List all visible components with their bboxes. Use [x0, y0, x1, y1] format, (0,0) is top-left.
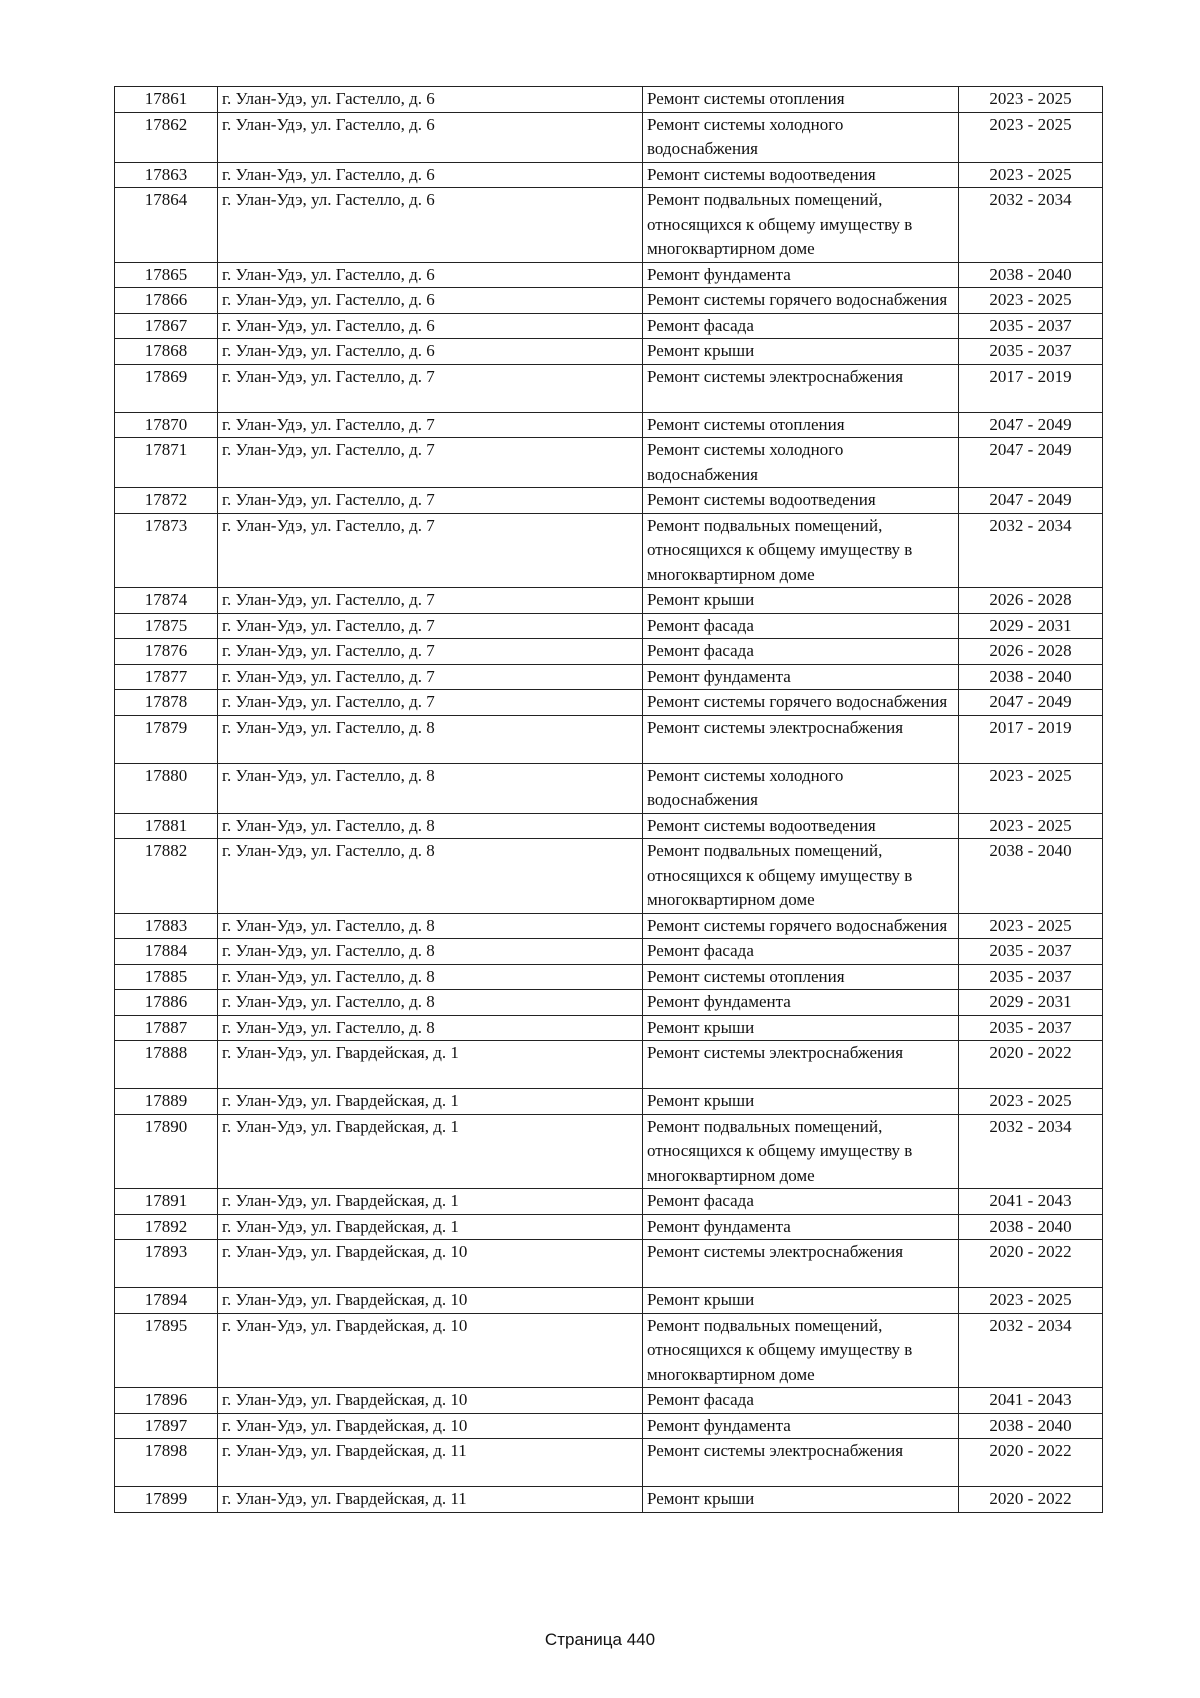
- row-number: 17892: [115, 1214, 218, 1240]
- row-address: г. Улан-Удэ, ул. Гастелло, д. 8: [218, 715, 643, 763]
- row-period: 2023 - 2025: [959, 87, 1103, 113]
- row-period: 2023 - 2025: [959, 813, 1103, 839]
- row-address: г. Улан-Удэ, ул. Гастелло, д. 7: [218, 690, 643, 716]
- row-number: 17896: [115, 1388, 218, 1414]
- row-address: г. Улан-Удэ, ул. Гастелло, д. 7: [218, 364, 643, 412]
- table-row: [115, 87, 1103, 113]
- row-work-type: Ремонт фасада: [643, 639, 959, 665]
- row-period: 2020 - 2022: [959, 1487, 1103, 1513]
- row-work-type: Ремонт системы водоотведения: [643, 488, 959, 514]
- row-work-type: Ремонт подвальных помещений, относящихся к общему имуществу в многоквартирном доме: [643, 1313, 959, 1388]
- row-address: г. Улан-Удэ, ул. Гастелло, д. 6: [218, 112, 643, 162]
- row-address: г. Улан-Удэ, ул. Гастелло, д. 8: [218, 939, 643, 965]
- row-number: 17891: [115, 1189, 218, 1215]
- row-period: 2029 - 2031: [959, 613, 1103, 639]
- row-period: 2023 - 2025: [959, 763, 1103, 813]
- row-number: 17869: [115, 364, 218, 412]
- row-address: г. Улан-Удэ, ул. Гастелло, д. 6: [218, 288, 643, 314]
- row-address: г. Улан-Удэ, ул. Гвардейская, д. 10: [218, 1313, 643, 1388]
- table-row: [115, 1214, 1103, 1240]
- table-row: [115, 513, 1103, 588]
- row-number: 17882: [115, 839, 218, 914]
- row-number: 17885: [115, 964, 218, 990]
- row-period: 2020 - 2022: [959, 1439, 1103, 1487]
- row-number: 17876: [115, 639, 218, 665]
- row-address: г. Улан-Удэ, ул. Гастелло, д. 6: [218, 339, 643, 365]
- table-row: [115, 438, 1103, 488]
- table-row: [115, 1089, 1103, 1115]
- row-number: 17878: [115, 690, 218, 716]
- row-work-type: Ремонт системы водоотведения: [643, 162, 959, 188]
- table-row: [115, 1413, 1103, 1439]
- row-period: 2047 - 2049: [959, 488, 1103, 514]
- row-number: 17877: [115, 664, 218, 690]
- row-work-type: Ремонт фасада: [643, 939, 959, 965]
- table-row: [115, 690, 1103, 716]
- row-number: 17863: [115, 162, 218, 188]
- table-row: [115, 1388, 1103, 1414]
- row-address: г. Улан-Удэ, ул. Гастелло, д. 7: [218, 412, 643, 438]
- row-period: 2047 - 2049: [959, 690, 1103, 716]
- row-period: 2035 - 2037: [959, 964, 1103, 990]
- row-period: 2032 - 2034: [959, 513, 1103, 588]
- row-address: г. Улан-Удэ, ул. Гвардейская, д. 11: [218, 1439, 643, 1487]
- table-row: [115, 1015, 1103, 1041]
- row-work-type: Ремонт подвальных помещений, относящихся к общему имуществу в многоквартирном доме: [643, 839, 959, 914]
- row-period: 2035 - 2037: [959, 313, 1103, 339]
- row-address: г. Улан-Удэ, ул. Гвардейская, д. 10: [218, 1240, 643, 1288]
- row-address: г. Улан-Удэ, ул. Гастелло, д. 7: [218, 513, 643, 588]
- row-work-type: Ремонт крыши: [643, 1015, 959, 1041]
- row-work-type: Ремонт фасада: [643, 1189, 959, 1215]
- row-address: г. Улан-Удэ, ул. Гастелло, д. 7: [218, 438, 643, 488]
- row-work-type: Ремонт крыши: [643, 339, 959, 365]
- row-number: 17864: [115, 188, 218, 263]
- row-period: 2032 - 2034: [959, 188, 1103, 263]
- row-work-type: Ремонт системы холодного водоснабжения: [643, 763, 959, 813]
- row-period: 2038 - 2040: [959, 262, 1103, 288]
- row-period: 2023 - 2025: [959, 288, 1103, 314]
- table-row: [115, 488, 1103, 514]
- table-row: [115, 664, 1103, 690]
- row-address: г. Улан-Удэ, ул. Гастелло, д. 8: [218, 964, 643, 990]
- row-work-type: Ремонт системы горячего водоснабжения: [643, 913, 959, 939]
- row-number: 17870: [115, 412, 218, 438]
- row-number: 17867: [115, 313, 218, 339]
- row-number: 17889: [115, 1089, 218, 1115]
- row-address: г. Улан-Удэ, ул. Гвардейская, д. 1: [218, 1041, 643, 1089]
- row-address: г. Улан-Удэ, ул. Гастелло, д. 7: [218, 588, 643, 614]
- row-period: 2038 - 2040: [959, 1214, 1103, 1240]
- table-row: [115, 1288, 1103, 1314]
- row-address: г. Улан-Удэ, ул. Гастелло, д. 8: [218, 763, 643, 813]
- row-period: 2035 - 2037: [959, 939, 1103, 965]
- row-address: г. Улан-Удэ, ул. Гастелло, д. 7: [218, 488, 643, 514]
- table-row: [115, 1313, 1103, 1388]
- row-work-type: Ремонт системы холодного водоснабжения: [643, 112, 959, 162]
- row-work-type: Ремонт системы электроснабжения: [643, 1439, 959, 1487]
- row-number: 17890: [115, 1114, 218, 1189]
- table-row: [115, 188, 1103, 263]
- row-address: г. Улан-Удэ, ул. Гастелло, д. 7: [218, 613, 643, 639]
- row-period: 2041 - 2043: [959, 1388, 1103, 1414]
- row-period: 2017 - 2019: [959, 715, 1103, 763]
- table-row: [115, 364, 1103, 412]
- table-row: [115, 162, 1103, 188]
- row-work-type: Ремонт фасада: [643, 313, 959, 339]
- table-body: [115, 87, 1103, 1513]
- table-row: [115, 339, 1103, 365]
- table-row: [115, 112, 1103, 162]
- row-period: 2023 - 2025: [959, 1288, 1103, 1314]
- row-period: 2023 - 2025: [959, 1089, 1103, 1115]
- row-address: г. Улан-Удэ, ул. Гвардейская, д. 1: [218, 1189, 643, 1215]
- table-row: [115, 262, 1103, 288]
- row-period: 2032 - 2034: [959, 1313, 1103, 1388]
- row-period: 2023 - 2025: [959, 112, 1103, 162]
- row-number: 17897: [115, 1413, 218, 1439]
- row-number: 17862: [115, 112, 218, 162]
- row-work-type: Ремонт системы горячего водоснабжения: [643, 288, 959, 314]
- row-address: г. Улан-Удэ, ул. Гвардейская, д. 10: [218, 1288, 643, 1314]
- row-work-type: Ремонт крыши: [643, 588, 959, 614]
- row-work-type: Ремонт крыши: [643, 1288, 959, 1314]
- row-address: г. Улан-Удэ, ул. Гвардейская, д. 10: [218, 1388, 643, 1414]
- table-row: [115, 1487, 1103, 1513]
- table-row: [115, 1114, 1103, 1189]
- table-row: [115, 588, 1103, 614]
- table-row: [115, 1189, 1103, 1215]
- page-number: Страница 440: [544, 1630, 656, 1649]
- table-row: [115, 1439, 1103, 1487]
- table-row: [115, 313, 1103, 339]
- row-period: 2035 - 2037: [959, 339, 1103, 365]
- table-row: [115, 288, 1103, 314]
- row-work-type: Ремонт фундамента: [643, 990, 959, 1016]
- row-number: 17872: [115, 488, 218, 514]
- table-row: [115, 1240, 1103, 1288]
- row-work-type: Ремонт системы отопления: [643, 87, 959, 113]
- row-work-type: Ремонт крыши: [643, 1089, 959, 1115]
- table-row: [115, 412, 1103, 438]
- row-number: 17884: [115, 939, 218, 965]
- row-period: 2020 - 2022: [959, 1240, 1103, 1288]
- row-work-type: Ремонт фундамента: [643, 262, 959, 288]
- row-number: 17879: [115, 715, 218, 763]
- row-work-type: Ремонт фасада: [643, 1388, 959, 1414]
- row-number: 17898: [115, 1439, 218, 1487]
- row-number: 17880: [115, 763, 218, 813]
- row-number: 17873: [115, 513, 218, 588]
- row-number: 17881: [115, 813, 218, 839]
- row-work-type: Ремонт системы электроснабжения: [643, 1041, 959, 1089]
- table-row: [115, 1041, 1103, 1089]
- table-row: [115, 939, 1103, 965]
- row-period: 2020 - 2022: [959, 1041, 1103, 1089]
- row-period: 2038 - 2040: [959, 1413, 1103, 1439]
- row-address: г. Улан-Удэ, ул. Гастелло, д. 8: [218, 839, 643, 914]
- row-address: г. Улан-Удэ, ул. Гастелло, д. 8: [218, 813, 643, 839]
- row-address: г. Улан-Удэ, ул. Гастелло, д. 7: [218, 639, 643, 665]
- row-period: 2038 - 2040: [959, 664, 1103, 690]
- row-period: 2026 - 2028: [959, 588, 1103, 614]
- row-work-type: Ремонт системы отопления: [643, 412, 959, 438]
- row-work-type: Ремонт фундамента: [643, 1413, 959, 1439]
- row-period: 2047 - 2049: [959, 438, 1103, 488]
- row-address: г. Улан-Удэ, ул. Гастелло, д. 8: [218, 1015, 643, 1041]
- row-work-type: Ремонт системы водоотведения: [643, 813, 959, 839]
- row-address: г. Улан-Удэ, ул. Гвардейская, д. 10: [218, 1413, 643, 1439]
- table-row: [115, 613, 1103, 639]
- row-address: г. Улан-Удэ, ул. Гастелло, д. 6: [218, 87, 643, 113]
- row-address: г. Улан-Удэ, ул. Гастелло, д. 8: [218, 990, 643, 1016]
- row-period: 2023 - 2025: [959, 162, 1103, 188]
- row-work-type: Ремонт подвальных помещений, относящихся к общему имуществу в многоквартирном доме: [643, 513, 959, 588]
- row-address: г. Улан-Удэ, ул. Гастелло, д. 6: [218, 162, 643, 188]
- row-period: 2038 - 2040: [959, 839, 1103, 914]
- row-address: г. Улан-Удэ, ул. Гвардейская, д. 11: [218, 1487, 643, 1513]
- row-address: г. Улан-Удэ, ул. Гастелло, д. 6: [218, 262, 643, 288]
- row-number: 17861: [115, 87, 218, 113]
- row-number: 17866: [115, 288, 218, 314]
- table-row: [115, 913, 1103, 939]
- row-number: 17887: [115, 1015, 218, 1041]
- row-period: 2023 - 2025: [959, 913, 1103, 939]
- row-number: 17874: [115, 588, 218, 614]
- row-address: г. Улан-Удэ, ул. Гастелло, д. 6: [218, 188, 643, 263]
- row-period: 2017 - 2019: [959, 364, 1103, 412]
- table-row: [115, 763, 1103, 813]
- row-work-type: Ремонт системы холодного водоснабжения: [643, 438, 959, 488]
- row-work-type: Ремонт системы горячего водоснабжения: [643, 690, 959, 716]
- row-work-type: Ремонт подвальных помещений, относящихся к общему имуществу в многоквартирном доме: [643, 1114, 959, 1189]
- table-row: [115, 990, 1103, 1016]
- table-row: [115, 639, 1103, 665]
- row-work-type: Ремонт крыши: [643, 1487, 959, 1513]
- row-number: 17868: [115, 339, 218, 365]
- row-work-type: Ремонт фасада: [643, 613, 959, 639]
- row-work-type: Ремонт системы отопления: [643, 964, 959, 990]
- row-period: 2041 - 2043: [959, 1189, 1103, 1215]
- row-number: 17895: [115, 1313, 218, 1388]
- table-row: [115, 813, 1103, 839]
- row-work-type: Ремонт фундамента: [643, 664, 959, 690]
- row-address: г. Улан-Удэ, ул. Гвардейская, д. 1: [218, 1214, 643, 1240]
- row-number: 17875: [115, 613, 218, 639]
- row-number: 17865: [115, 262, 218, 288]
- row-address: г. Улан-Удэ, ул. Гвардейская, д. 1: [218, 1089, 643, 1115]
- row-number: 17888: [115, 1041, 218, 1089]
- row-work-type: Ремонт системы электроснабжения: [643, 715, 959, 763]
- table-row: [115, 715, 1103, 763]
- row-work-type: Ремонт подвальных помещений, относящихся к общему имуществу в многоквартирном доме: [643, 188, 959, 263]
- row-period: 2029 - 2031: [959, 990, 1103, 1016]
- row-period: 2035 - 2037: [959, 1015, 1103, 1041]
- row-period: 2032 - 2034: [959, 1114, 1103, 1189]
- row-address: г. Улан-Удэ, ул. Гастелло, д. 6: [218, 313, 643, 339]
- row-work-type: Ремонт системы электроснабжения: [643, 364, 959, 412]
- row-number: 17899: [115, 1487, 218, 1513]
- repair-schedule-table: [114, 86, 1103, 1513]
- row-number: 17886: [115, 990, 218, 1016]
- row-period: 2026 - 2028: [959, 639, 1103, 665]
- row-number: 17871: [115, 438, 218, 488]
- row-address: г. Улан-Удэ, ул. Гвардейская, д. 1: [218, 1114, 643, 1189]
- row-period: 2047 - 2049: [959, 412, 1103, 438]
- row-number: 17883: [115, 913, 218, 939]
- row-number: 17894: [115, 1288, 218, 1314]
- row-address: г. Улан-Удэ, ул. Гастелло, д. 8: [218, 913, 643, 939]
- row-number: 17893: [115, 1240, 218, 1288]
- row-address: г. Улан-Удэ, ул. Гастелло, д. 7: [218, 664, 643, 690]
- row-work-type: Ремонт фундамента: [643, 1214, 959, 1240]
- table-row: [115, 839, 1103, 914]
- row-work-type: Ремонт системы электроснабжения: [643, 1240, 959, 1288]
- table-row: [115, 964, 1103, 990]
